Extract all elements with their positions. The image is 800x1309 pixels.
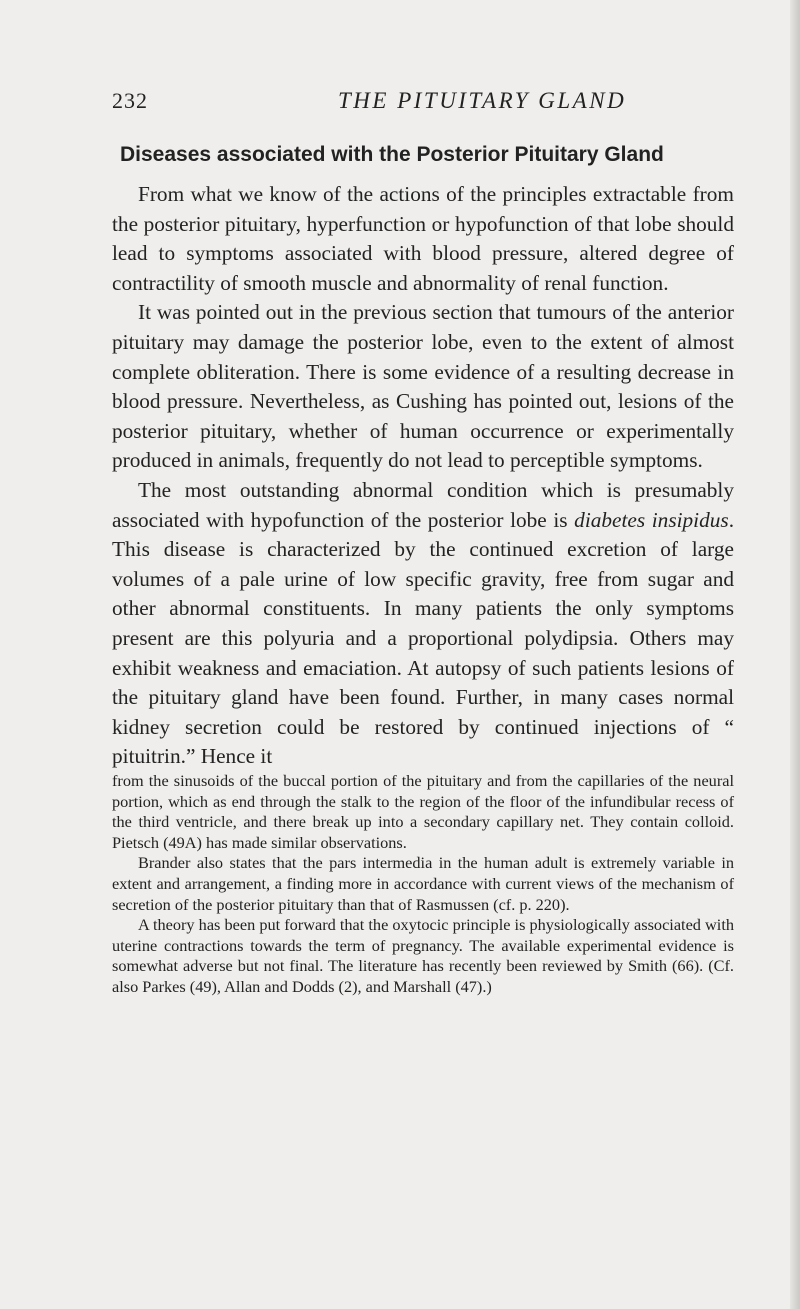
paragraph-2: It was pointed out in the previous section that tumours of the anterior pituitary may damage the posterior lobe, even to the extent of almost complete obliteration. There is some evidence of a resulting decrease in blood pressure. Nevertheless, as Cushing has pointed out, lesions of the posterior pituitary, whether of human occurrence or experimentally produced in animals, frequently do not lead to perceptible symptoms. (112, 300, 734, 473)
page-number: 232 (112, 88, 148, 113)
paragraph-3-start: The most outstanding abnormal condition which is presumably associated with hypofunction of the posterior lobe is (112, 477, 734, 532)
footnote-brander: Brander also states that the pars intermedia in the human adult is extremely variable in extent and arrangement, a finding more in accordance with current views of the mechanism of secretion of the posterior pituitary than that of Rasmussen (cf. p. 220). (112, 853, 734, 914)
page-edge-shadow (790, 0, 800, 1309)
footnote-block (112, 771, 734, 998)
paragraph-1: From what we know of the actions of the principles extractable from the posterior pituitary, hyperfunction or hypofunction of that lobe should lead to symptoms associated with blood pressure, altered degree of contractility of smooth muscle and abnormality of renal function. (112, 182, 734, 295)
footnote-oxytocic-theory: A theory has been put forward that the oxytocic principle is physiologically associated with uterine contractions towards the term of pregnancy. The available experimental evidence is somewhat adverse but not final. The literature has recently been reviewed by Smith (66). (Cf. also Parkes (49), Allan and Dodds (2), and Marshall (47).) (112, 915, 734, 996)
paragraph-3 (112, 476, 734, 772)
section-heading: Diseases associated with the Posterior Pituitary Gland (120, 143, 664, 166)
footnote-continuation: from the sinusoids of the buccal portion of the pituitary and from the capillaries of the neural portion, which as end through the stalk to the region of the floor of the infundibular recess of the third ventricle, and there break up into a secondary capillary net. They contain colloid. Pietsch (49A) has made similar observations. (112, 771, 734, 852)
disease-name-emphasis: diabetes insipidus (574, 507, 729, 532)
body-text (112, 180, 734, 772)
running-head (112, 88, 734, 122)
running-title: THE PITUITARY GLAND (338, 88, 627, 113)
paragraph-3-end: . This disease is characterized by the continued excretion of large volumes of a pale urine of low specific gravity, free from sugar and other abnormal constituents. In many patients the only symptoms present are this polyuria and a proportional polydipsia. Others may exhibit weakness and emaciation. At autopsy of such patients lesions of the pituitary gland have been found. Further, in many cases normal kidney secretion could be restored by continued injections of “ pituitrin.” Hence it (112, 507, 735, 769)
